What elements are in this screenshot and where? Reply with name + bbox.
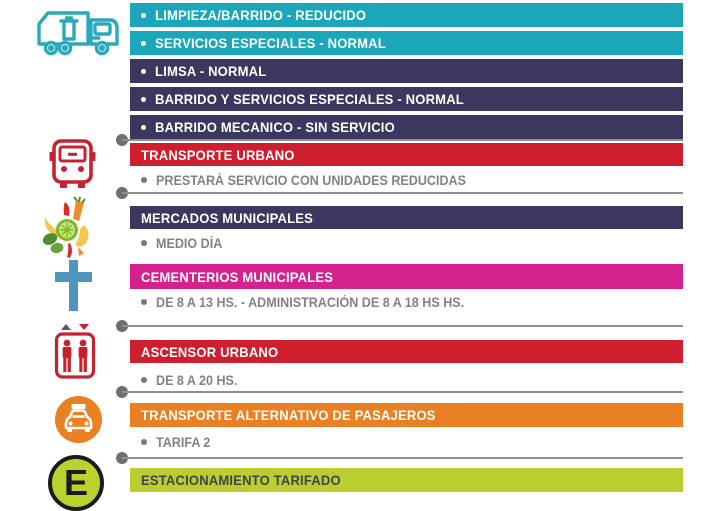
detail-transporte-alternativo	[130, 433, 215, 451]
section-title: TRANSPORTE URBANO	[141, 146, 295, 163]
detail-text: PRESTARÁ SERVICIO CON UNIDADES REDUCIDAS	[156, 172, 466, 188]
taxi-icon	[55, 396, 102, 443]
waste-bar-label: LIMSA - NORMAL	[155, 63, 267, 79]
bullet-icon	[141, 125, 146, 130]
bullet-icon	[141, 13, 146, 18]
timeline-line	[122, 457, 683, 459]
waste-bar-limpieza	[130, 3, 683, 27]
waste-bar-label: BARRIDO Y SERVICIOS ESPECIALES - NORMAL	[155, 91, 464, 107]
market-produce-icon	[40, 197, 97, 260]
waste-bar-barrido-mecanico	[130, 115, 683, 139]
timeline-line	[122, 139, 683, 141]
detail-text: DE 8 A 13 HS. - ADMINISTRACIÓN DE 8 A 18 HS HS.	[156, 294, 465, 310]
parking-letter: E	[63, 462, 88, 503]
title-bar-ascensor	[130, 340, 683, 363]
timeline-line	[122, 325, 683, 327]
bullet-icon	[141, 41, 146, 46]
bullet-icon	[141, 69, 146, 74]
bullet-icon	[141, 97, 146, 102]
bullet-icon	[141, 377, 147, 383]
parking-icon	[48, 455, 104, 511]
timeline-line	[122, 192, 683, 194]
garbage-truck-icon	[35, 5, 125, 61]
waste-bar-label: LIMPIEZA/BARRIDO - REDUCIDO	[155, 7, 367, 23]
waste-bar-servicios-especiales	[130, 31, 683, 55]
detail-text: DE 8 A 20 HS.	[156, 372, 238, 388]
bullet-icon	[141, 177, 147, 183]
detail-text: MEDIO DÍA	[156, 235, 223, 251]
title-bar-transporte-urbano	[130, 143, 683, 166]
waste-bar-label: SERVICIOS ESPECIALES - NORMAL	[155, 35, 386, 51]
waste-bar-label: BARRIDO MECANICO - SIN SERVICIO	[155, 119, 395, 135]
detail-mercados	[130, 234, 227, 252]
section-title: TRANSPORTE ALTERNATIVO DE PASAJEROS	[141, 407, 436, 423]
detail-transporte-urbano	[130, 171, 489, 189]
bullet-icon	[141, 240, 147, 246]
section-title: ASCENSOR URBANO	[141, 343, 279, 360]
elevator-icon	[54, 322, 97, 380]
detail-text: TARIFA 2	[156, 434, 211, 450]
bus-icon	[49, 138, 96, 189]
title-bar-cementerios	[130, 264, 683, 289]
title-bar-estacionamiento	[130, 468, 683, 492]
bullet-icon	[141, 439, 147, 445]
waste-bar-limsa	[130, 59, 683, 83]
cross-icon	[55, 260, 92, 311]
section-title: CEMENTERIOS MUNICIPALES	[141, 268, 334, 285]
waste-bar-barrido-servicios	[130, 87, 683, 111]
detail-cementerios	[130, 293, 487, 311]
title-bar-transporte-alternativo	[130, 403, 683, 427]
detail-ascensor	[130, 371, 244, 389]
section-title: MERCADOS MUNICIPALES	[141, 209, 314, 226]
section-title: ESTACIONAMIENTO TARIFADO	[141, 472, 341, 488]
bullet-icon	[141, 299, 147, 305]
timeline-line	[122, 391, 683, 393]
title-bar-mercados	[130, 206, 683, 229]
